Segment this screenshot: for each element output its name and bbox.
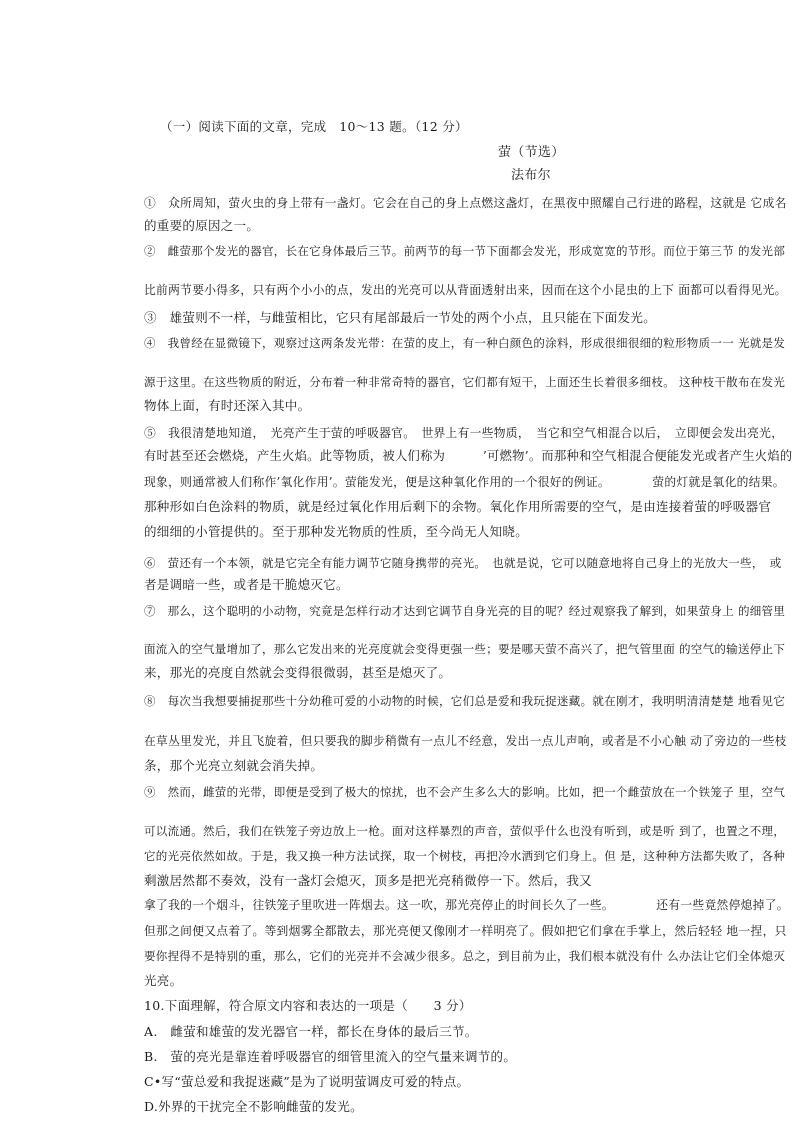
body-line: 条，那个光亮立刻就会消失掉。 <box>144 758 324 773</box>
article-author: 法布尔 <box>511 168 551 183</box>
body-line: 光亮。 <box>144 973 183 988</box>
body-line: 但那之间便又点着了。等到烟雾全都散去，那光亮便又像刚才一样明亮了。假如把它们拿在手掌上，然后轻轻 地一捏，只 <box>144 924 787 938</box>
body-line: 比前两节要小得多，只有两个小小的点，发出的光亮可以从背面透射出来，因而在这个小昆虫的上下 面都可以看得见光。 <box>144 283 787 297</box>
body-line: ⑤ 我很清楚地知道， 光亮产生于萤的呼吸器官。 世界上有一些物质， 当它和空气相混合以后， 立即便会发出亮光， <box>144 426 784 440</box>
question-stem: 10.下面理解，符合原文内容和表达的一项是（ 3 分） <box>144 998 472 1013</box>
question-option-c: C•写“萤总爱和我捉迷藏”是为了说明萤调皮可爱的特点。 <box>144 1074 470 1089</box>
body-line: ④ 我曾经在显微镜下，观察过这两条发光带：在萤的皮上，有一种白颜色的涂料，形成很细很细的粒形物质一一 光就是发 <box>144 336 786 350</box>
question-option-d: D.外界的干扰完全不影响雌萤的发光。 <box>144 1099 363 1114</box>
body-line: 源于这里。在这些物质的附近，分布着一种非常奇特的器官，它们都有短干，上面还生长着很多细枝。 这种枝干散布在发光 <box>144 375 786 389</box>
section-header: （一）阅读下面的文章，完成 10～13 题。（12 分） <box>160 119 468 134</box>
body-line: 拿了我的一个烟斗，往铁笼子里吹进一阵烟去。这一吹，那光亮停止的时间长久了一些。 还有一些竟然停熄掉了。 <box>144 898 789 912</box>
body-line: 可以流通。然后，我们在铁笼子旁边放上一枪。面对这样暴烈的声音，萤似乎什么也没有听到，或是听 到了，也置之不理， <box>144 824 786 838</box>
body-line: 者是调暗一些，或者是干脆熄灭它。 <box>144 577 349 592</box>
body-line: ⑦ 那么，这个聪明的小动物，究竟是怎样行动才达到它调节自身光亮的目的呢？经过观察我了解到，如果萤身上 的细管里 <box>144 604 786 618</box>
body-line: 现象，则通常被人们称作’氧化作用’。萤能发光，便是这种氧化作用的一个很好的例证。 萤的灯就是氧化的结果。 <box>144 475 785 489</box>
body-line: ⑧ 每次当我想要捕捉那些十分幼稚可爱的小动物的时候，它们总是爱和我玩捉迷藏。就在刚才，我明明清清楚楚 地看见它 <box>144 694 786 708</box>
body-line: 有时甚至还会燃烧，产生火焰。此等物质，被人们称为 ’可燃物’。而那种和空气相混合便能发光或者产生火焰的 <box>144 449 793 463</box>
body-line: ⑨ 然而，雌萤的光带，即便是受到了极大的惊扰，也不会产生多么大的影响。比如，把一个雌萤放在一个铁笼子 里，空气 <box>144 785 786 799</box>
body-line: 面流入的空气量增加了，那么它发出来的光亮度就会变得更强一些；要是哪天萤不高兴了，把气管里面 的空气的输送停止下 <box>144 642 786 656</box>
body-line: ③ 雄萤则不一样，与雌萤相比，它只有尾部最后一节处的两个小点，且只能在下面发光。 <box>144 310 657 325</box>
article-title: 萤（节选） <box>498 145 565 160</box>
body-line: ① 众所周知，萤火虫的身上带有一盏灯。它会在自己的身上点燃这盏灯，在黑夜中照耀自己行进的路程，这就是 它成名 <box>144 196 787 210</box>
body-line: 物体上面，有时还深入其中。 <box>144 398 311 413</box>
body-line: 剩激居然都不奏效，没有一盏灯会熄灭，顶多是把光亮稍微停一下。然后，我又 <box>144 873 593 888</box>
body-line: 它的光亮依然如故。于是，我又换一种方法试探，取一个树枝，再把冷水洒到它们身上。但 是，这种种方法都失败了，各种 <box>144 849 786 863</box>
body-line: 要你捏得不是特别的重，那么，它们的光亮并不会减少很多。总之，到目前为止，我们根本就没有什 么办法让它们全体熄灭 <box>144 949 786 963</box>
body-line: 的重要的原因之一。 <box>144 218 260 233</box>
body-line: ⑥ 萤还有一个本领，就是它完全有能力调节它随身携带的亮光。 也就是说，它可以随意地将自己身上的光放大一些， 或 <box>144 556 782 570</box>
body-line: 来，那光的亮度自然就会变得很微弱，甚至是熄灭了。 <box>144 665 452 680</box>
body-line: 的细细的小管提供的。至于那种发光物质的性质，至今尚无人知晓。 <box>144 524 529 539</box>
body-line: 那种形如白色涂料的物质，就是经过氧化作用后剩下的余物。氧化作用所需要的空气，是由连接着萤的呼吸器官 <box>144 499 772 514</box>
body-line: ② 雌萤那个发光的器官，长在它身体最后三节。前两节的每一节下面都会发光，形成宽宽的节形。而位于第三节 的发光部 <box>144 244 786 258</box>
body-line: 在草丛里发光，并且飞旋着，但只要我的脚步稍微有一点儿不经意，发出一点儿声响，或者是不小心触 动了旁边的一些枝 <box>144 734 787 748</box>
question-option-a: A. 雌萤和雄萤的发光器官一样，都长在身体的最后三节。 <box>144 1024 478 1039</box>
question-option-b: B. 萤的亮光是靠连着呼吸器官的细管里流入的空气量来调节的。 <box>144 1049 517 1064</box>
